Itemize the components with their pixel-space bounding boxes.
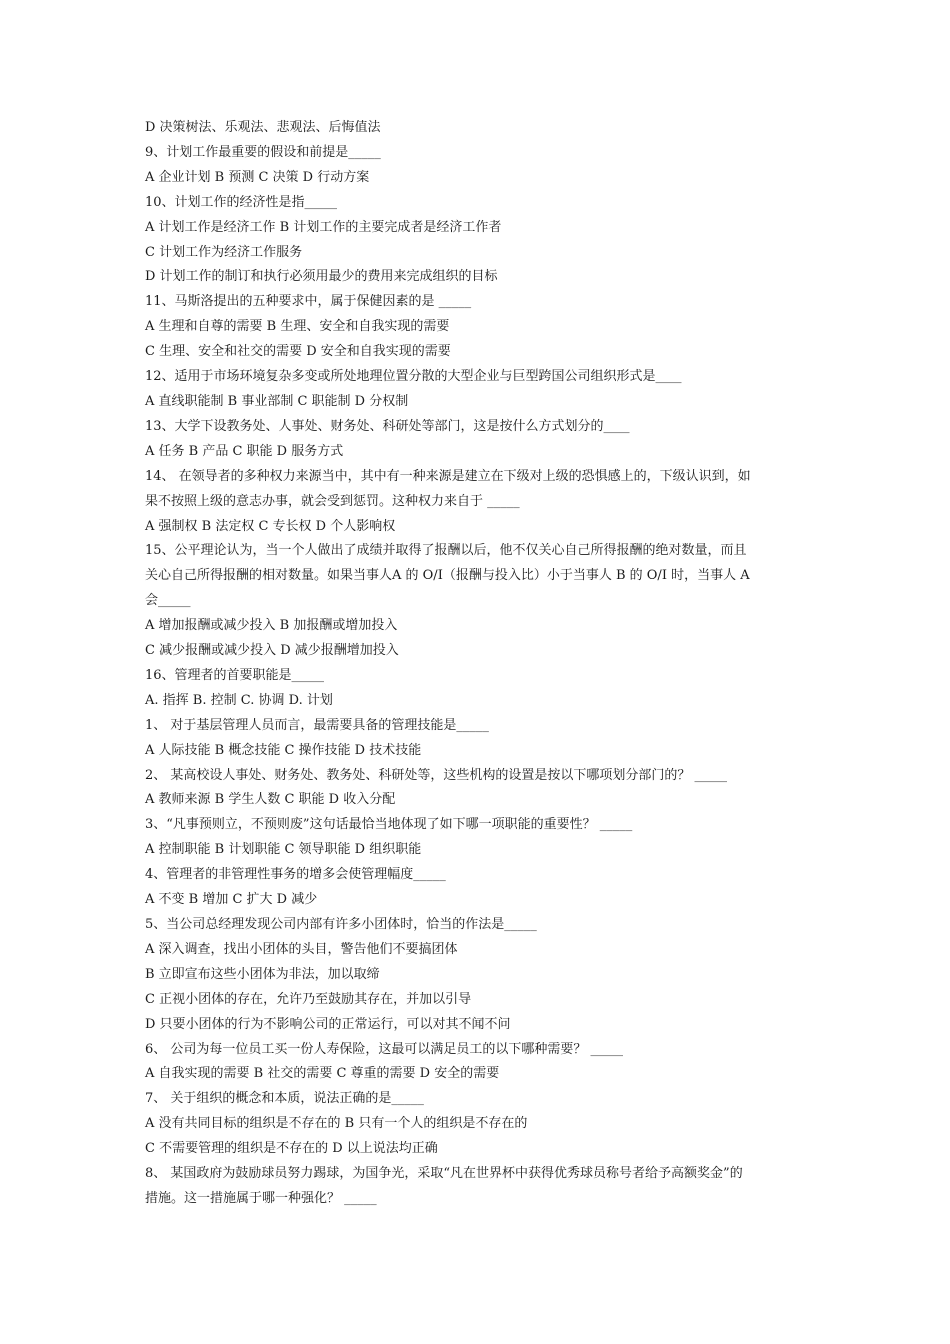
question-15-line-1: 15、公平理论认为，当一个人做出了成绩并取得了报酬以后，他不仅关心自己所得报酬的绝对数量，而且 [145, 543, 747, 559]
question-15-line-3: 会_____ [145, 593, 191, 609]
question-14-line-2: 果不按照上级的意志办事，就会受到惩罚。这种权力来自于 _____ [145, 493, 520, 509]
text-line: D 决策树法、乐观法、悲观法、后悔值法 [145, 120, 381, 135]
option-7-ab: A 没有共同目标的组织是不存在的 B 只有一个人的组织是不存在的 [145, 1116, 528, 1132]
option-5-b: B 立即宣布这些小团体为非法，加以取缔 [145, 966, 380, 982]
option-15-cd: C 减少报酬或减少投入 D 减少报酬增加投入 [145, 643, 399, 659]
option-5-d: D 只要小团体的行为不影响公司的正常运行，可以对其不闻不问 [145, 1016, 511, 1032]
document-page [145, 116, 815, 1212]
option-11-cd: C 生理、安全和社交的需要 D 安全和自我实现的需要 [145, 344, 451, 360]
options-4: A 不变 B 增加 C 扩大 D 减少 [145, 892, 318, 908]
question-3: 3、“凡事预则立，不预则废”这句话最恰当地体现了如下哪一项职能的重要性？ _____ [145, 817, 633, 833]
question-15-line-2: 关心自己所得报酬的相对数量。如果当事人A 的 O/I（报酬与投入比）小于当事人 B 的 O/I 时，当事人 A [145, 568, 750, 584]
options-6: A 自我实现的需要 B 社交的需要 C 尊重的需要 D 安全的需要 [145, 1066, 500, 1082]
question-11: 11、马斯洛提出的五种要求中，属于保健因素的是 _____ [145, 294, 472, 310]
question-13: 13、大学下设教务处、人事处、财务处、科研处等部门，这是按什么方式划分的____ [145, 418, 630, 434]
options-13: A 任务 B 产品 C 职能 D 服务方式 [145, 443, 344, 459]
question-16: 16、管理者的首要职能是_____ [145, 667, 325, 683]
option-11-ab: A 生理和自尊的需要 B 生理、安全和自我实现的需要 [145, 319, 450, 335]
question-5: 5、当公司总经理发现公司内部有许多小团体时，恰当的作法是_____ [145, 917, 537, 932]
question-8-line-2: 措施。这一措施属于哪一种强化？ _____ [145, 1190, 377, 1206]
option-10-d: D 计划工作的制订和执行必须用最少的费用来完成组织的目标 [145, 269, 498, 285]
option-5-a: A 深入调查，找出小团体的头目，警告他们不要搞团体 [145, 941, 458, 957]
options-14: A 强制权 B 法定权 C 专长权 D 个人影响权 [145, 518, 396, 534]
question-6: 6、 公司为每一位员工买一份人寿保险，这最可以满足员工的以下哪种需要？ _____ [145, 1041, 624, 1057]
question-10: 10、计划工作的经济性是指_____ [145, 194, 338, 210]
option-10-c: C 计划工作为经济工作服务 [145, 244, 303, 260]
question-4: 4、管理者的非管理性事务的增多会使管理幅度_____ [145, 867, 446, 883]
options-9: A 企业计划 B 预测 C 决策 D 行动方案 [145, 169, 370, 185]
options-1: A 人际技能 B 概念技能 C 操作技能 D 技术技能 [145, 742, 422, 758]
question-2: 2、 某高校设人事处、财务处、教务处、科研处等，这些机构的设置是按以下哪项划分部门的？ _____ [145, 767, 728, 783]
question-14-line-1: 14、 在领导者的多种权力来源当中，其中有一种来源是建立在下级对上级的恐惧感上的，下级认识到，如 [145, 468, 751, 484]
options-12: A 直线职能制 B 事业部制 C 职能制 D 分权制 [145, 393, 409, 409]
question-7: 7、 关于组织的概念和本质，说法正确的是_____ [145, 1091, 424, 1107]
question-1: 1、 对于基层管理人员而言，最需要具备的管理技能是_____ [145, 717, 489, 733]
question-8-line-1: 8、 某国政府为鼓励球员努力踢球，为国争光，采取“凡在世界杯中获得优秀球员称号者给予高额奖金”的 [145, 1166, 743, 1182]
question-9: 9、计划工作最重要的假设和前提是_____ [145, 144, 381, 160]
question-12: 12、适用于市场环境复杂多变或所处地理位置分散的大型企业与巨型跨国公司组织形式是____ [145, 369, 682, 385]
option-7-cd: C 不需要管理的组织是不存在的 D 以上说法均正确 [145, 1141, 438, 1157]
options-2: A 教师来源 B 学生人数 C 职能 D 收入分配 [145, 792, 396, 808]
option-15-ab: A 增加报酬或减少投入 B 加报酬或增加投入 [145, 618, 398, 634]
options-3: A 控制职能 B 计划职能 C 领导职能 D 组织职能 [145, 842, 422, 858]
option-5-c: C 正视小团体的存在，允许乃至鼓励其存在，并加以引导 [145, 991, 472, 1007]
option-10-ab: A 计划工作是经济工作 B 计划工作的主要完成者是经济工作者 [145, 219, 502, 235]
options-16: A. 指挥 B. 控制 C. 协调 D. 计划 [145, 692, 333, 708]
